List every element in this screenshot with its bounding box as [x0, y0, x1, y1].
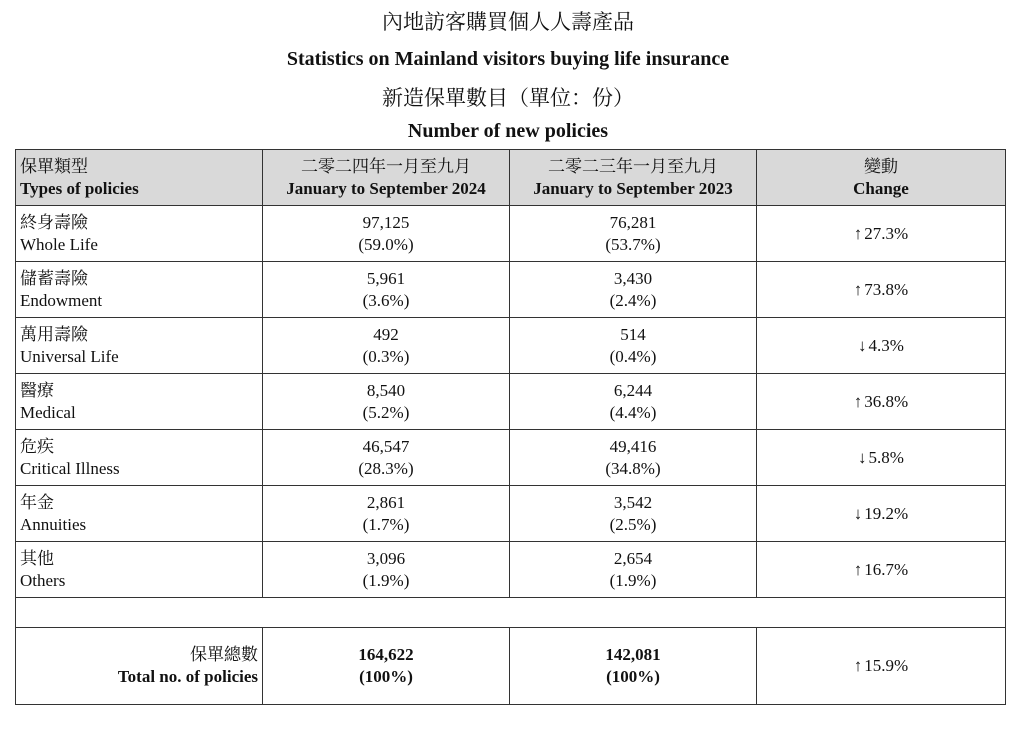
subtitle-chinese: 新造保單數目（單位：份）: [382, 86, 634, 110]
value-2024-cell: [263, 262, 510, 318]
policy-type-en: Whole Life: [20, 234, 98, 254]
policy-type-en: Others: [20, 570, 66, 590]
total-value-2023: 142,081: [605, 645, 661, 664]
change-value: 73.8%: [864, 279, 909, 299]
change-cell: [757, 486, 1006, 542]
arrow-down-icon: ↓: [858, 447, 867, 467]
value-2023-cell: [510, 206, 757, 262]
policy-type-cell: [16, 318, 263, 374]
share-2023: (53.7%): [605, 234, 661, 254]
arrow-up-icon: ↑: [853, 279, 863, 299]
policy-type-zh: 萬用壽險: [20, 324, 88, 344]
value-2023: 49,416: [609, 436, 657, 456]
share-2023: (0.4%): [609, 346, 657, 366]
change-value: 19.2%: [864, 503, 909, 523]
header-2023-en: January to September 2023: [533, 178, 733, 198]
arrow-up-icon: ↑: [853, 391, 863, 411]
change-cell: [757, 374, 1006, 430]
share-2024: (59.0%): [358, 234, 414, 254]
policy-type-cell: [16, 206, 263, 262]
header-2023-zh: 二零二三年一月至九月: [548, 156, 718, 176]
policy-type-zh: 儲蓄壽險: [20, 268, 88, 288]
value-2023-cell: [510, 262, 757, 318]
subtitle-english: Number of new policies: [407, 120, 609, 142]
value-2024: 97,125: [362, 212, 410, 232]
total-share-2024: (100%): [359, 667, 413, 686]
share-2023: (34.8%): [605, 458, 661, 478]
share-2024: (28.3%): [358, 458, 414, 478]
header-change-zh: 變動: [864, 156, 898, 176]
share-2023: (2.4%): [609, 290, 657, 310]
value-2023: 514: [620, 324, 646, 344]
header-type: [16, 150, 263, 206]
share-2023: (4.4%): [609, 402, 657, 422]
share-2024: (0.3%): [362, 346, 410, 366]
table-header-row: [16, 150, 1006, 206]
table-row: [16, 374, 1006, 430]
change-value: 36.8%: [864, 391, 909, 411]
arrow-down-icon: ↓: [853, 503, 863, 523]
header-type-zh: 保單類型: [20, 156, 88, 176]
spacer-row: [16, 598, 1006, 628]
value-2024: 5,961: [366, 268, 406, 288]
value-2024-cell: [263, 318, 510, 374]
total-label-zh: 保單總數: [190, 645, 258, 664]
table-row: [16, 542, 1006, 598]
policy-type-zh: 年金: [20, 492, 54, 512]
arrow-up-icon: ↑: [853, 656, 863, 675]
total-row: [16, 628, 1006, 705]
title-english: Statistics on Mainland visitors buying life insurance: [286, 48, 730, 70]
value-2024: 2,861: [366, 492, 406, 512]
table-row: [16, 486, 1006, 542]
value-2023-cell: [510, 318, 757, 374]
value-2024: 8,540: [366, 380, 406, 400]
table-row: [16, 430, 1006, 486]
header-change-en: Change: [853, 178, 909, 198]
change-cell: [757, 206, 1006, 262]
policy-type-en: Endowment: [20, 290, 103, 310]
arrow-up-icon: ↑: [853, 223, 863, 243]
arrow-up-icon: ↑: [853, 559, 863, 579]
value-2023: 76,281: [609, 212, 657, 232]
change-value: 27.3%: [864, 223, 909, 243]
value-2023-cell: [510, 542, 757, 598]
value-2023: 6,244: [613, 380, 653, 400]
policy-type-zh: 危疾: [20, 436, 54, 456]
arrow-down-icon: ↓: [858, 335, 867, 355]
share-2024: (1.9%): [362, 570, 410, 590]
value-2024: 492: [373, 324, 399, 344]
change-value: 16.7%: [864, 559, 909, 579]
change-cell: [757, 262, 1006, 318]
total-change-cell: [757, 628, 1006, 705]
title-chinese: 內地訪客購買個人人壽產品: [382, 10, 634, 34]
header-change: [757, 150, 1006, 206]
policy-type-zh: 醫療: [20, 380, 54, 400]
total-2024-cell: [263, 628, 510, 705]
change-cell: [757, 318, 1006, 374]
total-label-en: Total no. of policies: [117, 667, 258, 686]
value-2024-cell: [263, 206, 510, 262]
header-2023: [510, 150, 757, 206]
policy-type-cell: [16, 430, 263, 486]
policy-type-en: Universal Life: [20, 346, 119, 366]
header-2024: [263, 150, 510, 206]
policy-type-zh: 終身壽險: [20, 212, 88, 232]
total-2023-cell: [510, 628, 757, 705]
policy-type-cell: [16, 262, 263, 318]
value-2023-cell: [510, 486, 757, 542]
value-2024-cell: [263, 374, 510, 430]
total-label-cell: [16, 628, 263, 705]
header-2024-en: January to September 2024: [286, 178, 486, 198]
value-2023: 3,430: [613, 268, 653, 288]
value-2024-cell: [263, 430, 510, 486]
change-value: 4.3%: [868, 335, 904, 355]
header-type-en: Types of policies: [20, 178, 139, 198]
share-2024: (5.2%): [362, 402, 410, 422]
policy-type-cell: [16, 486, 263, 542]
policy-type-cell: [16, 542, 263, 598]
total-share-2023: (100%): [606, 667, 660, 686]
value-2024: 3,096: [366, 548, 406, 568]
value-2024-cell: [263, 542, 510, 598]
table-row: [16, 318, 1006, 374]
share-2024: (1.7%): [362, 514, 410, 534]
table-row: [16, 206, 1006, 262]
value-2024: 46,547: [362, 436, 410, 456]
change-cell: [757, 542, 1006, 598]
change-value: 5.8%: [868, 447, 904, 467]
change-cell: [757, 430, 1006, 486]
share-2024: (3.6%): [362, 290, 410, 310]
value-2023-cell: [510, 430, 757, 486]
policy-type-zh: 其他: [20, 548, 54, 568]
value-2024-cell: [263, 486, 510, 542]
share-2023: (1.9%): [609, 570, 657, 590]
share-2023: (2.5%): [609, 514, 657, 534]
value-2023: 3,542: [613, 492, 653, 512]
policy-type-en: Medical: [20, 402, 76, 422]
header-2024-zh: 二零二四年一月至九月: [301, 156, 471, 176]
value-2023: 2,654: [613, 548, 653, 568]
table-row: [16, 262, 1006, 318]
spacer-cell: [16, 598, 1006, 628]
policy-type-en: Annuities: [20, 514, 87, 534]
value-2023-cell: [510, 374, 757, 430]
policy-type-cell: [16, 374, 263, 430]
total-change-value: 15.9%: [864, 656, 909, 675]
total-value-2024: 164,622: [358, 645, 414, 664]
policy-type-en: Critical Illness: [20, 458, 120, 478]
policies-table: [15, 149, 1006, 705]
